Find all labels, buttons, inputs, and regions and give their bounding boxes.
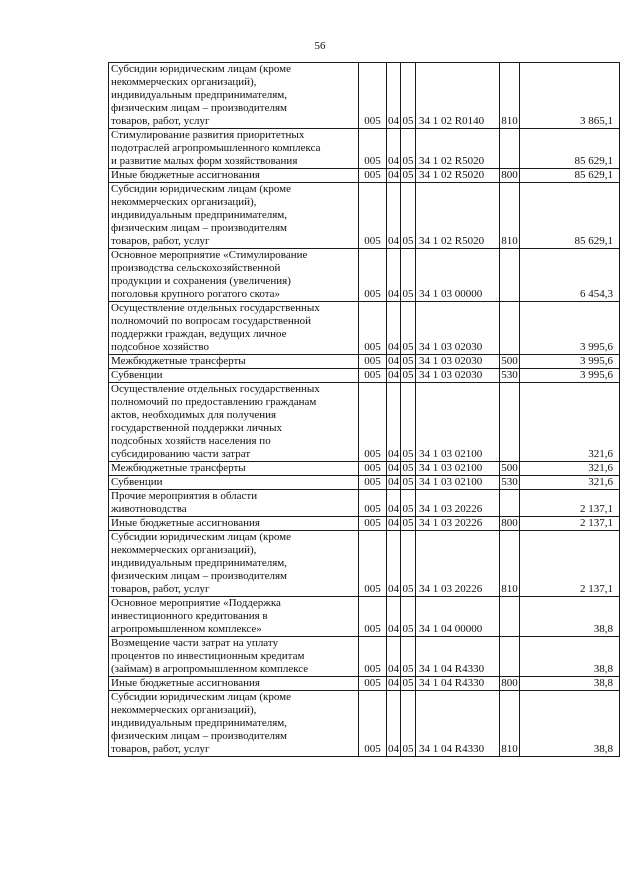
- row-name-cell: Субвенции: [109, 476, 359, 490]
- section-code-cell: 04: [387, 302, 401, 355]
- target-article-cell: 34 1 02 R5020: [416, 169, 500, 183]
- row-name-cell: Основное мероприятие «Стимулирование производства сельскохозяйственной продукции и сохранения (увеличения) поголовья крупного рогатого скота»: [109, 249, 359, 302]
- expense-type-cell: [500, 249, 520, 302]
- amount-cell: 3 995,6: [520, 302, 620, 355]
- admin-code-cell: 005: [359, 637, 387, 677]
- row-name-cell: Субсидии юридическим лицам (кроме некоммерческих организаций), индивидуальным предпринимателям, физическим лицам – производителям товаров, работ, услуг: [109, 691, 359, 757]
- section-code-cell: 04: [387, 249, 401, 302]
- budget-table: [108, 62, 620, 757]
- table-row: [109, 637, 620, 677]
- section-code-cell: 04: [387, 490, 401, 517]
- admin-code-cell: 005: [359, 129, 387, 169]
- amount-cell: 38,8: [520, 637, 620, 677]
- subsection-code-cell: 05: [402, 369, 414, 381]
- subsection-code-cell: 05: [401, 249, 416, 302]
- subsection-code-cell: 05: [401, 490, 416, 517]
- table-row: [109, 597, 620, 637]
- target-article-cell: 34 1 03 02030: [416, 355, 500, 369]
- amount-cell: 38,8: [520, 691, 620, 757]
- amount-cell: 6 454,3: [520, 249, 620, 302]
- target-article-cell: 34 1 04 R4330: [416, 637, 500, 677]
- expense-type-cell: 500: [501, 355, 518, 367]
- table-row: [109, 531, 620, 597]
- section-code-cell: 04: [387, 637, 401, 677]
- subsection-code-cell: 05: [401, 531, 416, 597]
- admin-code-cell: 005: [359, 249, 387, 302]
- row-name-cell: Межбюджетные трансферты: [109, 355, 359, 369]
- table-row: [109, 129, 620, 169]
- table-row: [109, 302, 620, 355]
- table-row: [109, 691, 620, 757]
- subsection-code-cell: 05: [401, 383, 416, 462]
- subsection-code-cell: 05: [401, 597, 416, 637]
- section-code-cell: 04: [387, 597, 401, 637]
- admin-code-cell: 005: [359, 355, 387, 369]
- target-article-cell: 34 1 04 R4330: [416, 691, 500, 757]
- section-code-cell: 04: [387, 383, 401, 462]
- subsection-code-cell: 05: [402, 677, 414, 689]
- amount-cell: 85 629,1: [520, 129, 620, 169]
- table-row: [109, 490, 620, 517]
- admin-code-cell: 005: [359, 691, 387, 757]
- expense-type-cell: [500, 597, 520, 637]
- admin-code-cell: 005: [359, 476, 387, 490]
- admin-code-cell: 005: [359, 531, 387, 597]
- amount-cell: 85 629,1: [520, 183, 620, 249]
- section-code-cell: 04: [387, 691, 401, 757]
- admin-code-cell: 005: [359, 517, 387, 531]
- target-article-cell: 34 1 03 20226: [416, 517, 500, 531]
- row-name-cell: Иные бюджетные ассигнования: [109, 169, 359, 183]
- subsection-code-cell: 05: [401, 691, 416, 757]
- target-article-cell: 34 1 03 02100: [416, 383, 500, 462]
- expense-type-cell: 800: [501, 517, 518, 529]
- target-article-cell: 34 1 03 02030: [416, 369, 500, 383]
- section-code-cell: 04: [388, 169, 399, 181]
- expense-type-cell: 810: [500, 531, 520, 597]
- table-row: [109, 383, 620, 462]
- amount-cell: 3 995,6: [520, 369, 620, 383]
- expense-type-cell: [500, 490, 520, 517]
- admin-code-cell: 005: [359, 369, 387, 383]
- row-name-cell: Субвенции: [109, 369, 359, 383]
- row-name-cell: Основное мероприятие «Поддержка инвестиционного кредитования в агропромышленном комплексе»: [109, 597, 359, 637]
- admin-code-cell: 005: [359, 302, 387, 355]
- expense-type-cell: 810: [500, 183, 520, 249]
- table-row: [109, 476, 620, 490]
- row-name-cell: Осуществление отдельных государственных полномочий по предоставлению гражданам актов, необходимых для получения государственной поддержки личных подсобных хозяйств населения по субсидированию части затрат: [109, 383, 359, 462]
- table-row: [109, 355, 620, 369]
- subsection-code-cell: 05: [401, 302, 416, 355]
- section-code-cell: 04: [388, 517, 399, 529]
- expense-type-cell: 530: [501, 369, 518, 381]
- row-name-cell: Субсидии юридическим лицам (кроме некоммерческих организаций), индивидуальным предпринимателям, физическим лицам – производителям товаров, работ, услуг: [109, 183, 359, 249]
- row-name-cell: Возмещение части затрат на уплату процентов по инвестиционным кредитам (займам) в агропромышленном комплексе: [109, 637, 359, 677]
- table-row: [109, 249, 620, 302]
- expense-type-cell: [500, 302, 520, 355]
- expense-type-cell: [500, 383, 520, 462]
- table-row: [109, 63, 620, 129]
- target-article-cell: 34 1 04 R4330: [416, 677, 500, 691]
- page-number: 56: [314, 40, 326, 52]
- amount-cell: 3 865,1: [520, 63, 620, 129]
- subsection-code-cell: 05: [402, 476, 414, 488]
- row-name-cell: Прочие мероприятия в области животноводства: [109, 490, 359, 517]
- admin-code-cell: 005: [359, 490, 387, 517]
- amount-cell: 2 137,1: [520, 517, 620, 531]
- amount-cell: 321,6: [520, 462, 620, 476]
- amount-cell: 2 137,1: [520, 490, 620, 517]
- row-name-cell: Субсидии юридическим лицам (кроме некоммерческих организаций), индивидуальным предпринимателям, физическим лицам – производителям товаров, работ, услуг: [109, 531, 359, 597]
- row-name-cell: Иные бюджетные ассигнования: [109, 517, 359, 531]
- row-name-cell: Субсидии юридическим лицам (кроме некоммерческих организаций), индивидуальным предпринимателям, физическим лицам – производителям товаров, работ, услуг: [109, 63, 359, 129]
- target-article-cell: 34 1 03 02100: [416, 462, 500, 476]
- expense-type-cell: 500: [501, 462, 518, 474]
- section-code-cell: 04: [387, 183, 401, 249]
- admin-code-cell: 005: [359, 677, 387, 691]
- subsection-code-cell: 05: [401, 637, 416, 677]
- amount-cell: 38,8: [520, 597, 620, 637]
- amount-cell: 2 137,1: [520, 531, 620, 597]
- row-name-cell: Осуществление отдельных государственных полномочий по вопросам государственной поддержки граждан, ведущих личное подсобное хозяйство: [109, 302, 359, 355]
- admin-code-cell: 005: [359, 169, 387, 183]
- section-code-cell: 04: [388, 355, 399, 367]
- amount-cell: 85 629,1: [520, 169, 620, 183]
- section-code-cell: 04: [388, 369, 399, 381]
- section-code-cell: 04: [388, 476, 399, 488]
- admin-code-cell: 005: [359, 383, 387, 462]
- amount-cell: 3 995,6: [520, 355, 620, 369]
- section-code-cell: 04: [388, 462, 399, 474]
- target-article-cell: 34 1 04 00000: [416, 597, 500, 637]
- table-row: [109, 677, 620, 691]
- target-article-cell: 34 1 03 02030: [416, 302, 500, 355]
- expense-type-cell: 800: [501, 677, 518, 689]
- table-row: [109, 169, 620, 183]
- admin-code-cell: 005: [359, 183, 387, 249]
- expense-type-cell: 810: [500, 63, 520, 129]
- expense-type-cell: [500, 129, 520, 169]
- target-article-cell: 34 1 03 20226: [416, 531, 500, 597]
- expense-type-cell: 530: [501, 476, 518, 488]
- admin-code-cell: 005: [359, 462, 387, 476]
- target-article-cell: 34 1 03 00000: [416, 249, 500, 302]
- target-article-cell: 34 1 03 02100: [416, 476, 500, 490]
- amount-cell: 38,8: [520, 677, 620, 691]
- row-name-cell: Стимулирование развития приоритетных подотраслей агропромышленного комплекса и развитие малых форм хозяйствования: [109, 129, 359, 169]
- subsection-code-cell: 05: [402, 355, 414, 367]
- table-row: [109, 517, 620, 531]
- admin-code-cell: 005: [359, 597, 387, 637]
- subsection-code-cell: 05: [402, 517, 414, 529]
- section-code-cell: 04: [387, 531, 401, 597]
- amount-cell: 321,6: [520, 383, 620, 462]
- section-code-cell: 04: [388, 677, 399, 689]
- budget-table-body: [109, 63, 620, 757]
- admin-code-cell: 005: [359, 63, 387, 129]
- table-row: [109, 462, 620, 476]
- target-article-cell: 34 1 02 R0140: [416, 63, 500, 129]
- section-code-cell: 04: [387, 129, 401, 169]
- table-row: [109, 369, 620, 383]
- row-name-cell: Межбюджетные трансферты: [109, 462, 359, 476]
- subsection-code-cell: 05: [402, 169, 414, 181]
- expense-type-cell: 810: [500, 691, 520, 757]
- section-code-cell: 04: [387, 63, 401, 129]
- subsection-code-cell: 05: [402, 462, 414, 474]
- amount-cell: 321,6: [520, 476, 620, 490]
- subsection-code-cell: 05: [401, 129, 416, 169]
- subsection-code-cell: 05: [401, 63, 416, 129]
- table-row: [109, 183, 620, 249]
- target-article-cell: 34 1 02 R5020: [416, 183, 500, 249]
- row-name-cell: Иные бюджетные ассигнования: [109, 677, 359, 691]
- target-article-cell: 34 1 02 R5020: [416, 129, 500, 169]
- subsection-code-cell: 05: [401, 183, 416, 249]
- expense-type-cell: [500, 637, 520, 677]
- target-article-cell: 34 1 03 20226: [416, 490, 500, 517]
- expense-type-cell: 800: [501, 169, 518, 181]
